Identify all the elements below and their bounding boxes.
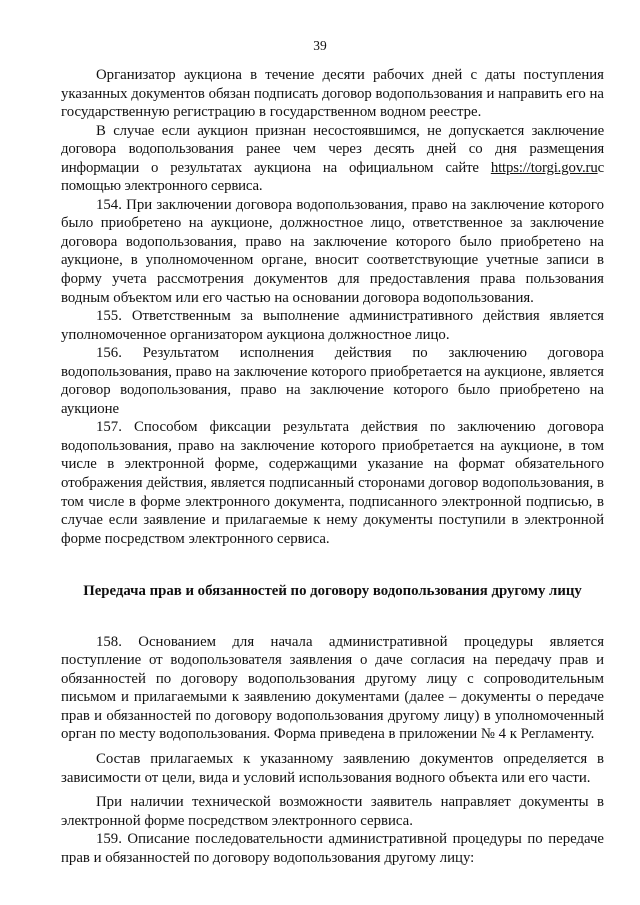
- section-heading: Передача прав и обязанностей по договору водопользования другому лицу: [83, 583, 582, 600]
- page-number: 39: [313, 38, 327, 53]
- paragraph-auction-failed-text: В случае если аукцион признан несостоявшимся, не допускается заключение договора водопользования ранее чем через десять дней со дня размещения информации о результатах аукциона на официальном сайте: [61, 122, 604, 176]
- paragraph-158: 158. Основанием для начала административной процедуры является поступление от водопользователя заявления о даче согласия на передачу прав и обязанностей по договору водопользования другому лицу с сопроводительным письмом и прилагаемыми к заявлению документами (далее – документы о передаче прав и обязанностей по договору водопользования другому лицу) в уполномоченный орган по месту водопользования. Форма приведена в приложении № 4 к Регламенту.: [61, 633, 604, 743]
- paragraph-documents-composition: Состав прилагаемых к указанному заявлению документов определяется в зависимости от цели, вида и условий использования водного объекта или его части.: [61, 751, 604, 786]
- paragraph-159: 159. Описание последовательности административной процедуры по передаче прав и обязанностей по договору водопользования другому лицу:: [61, 831, 604, 866]
- paragraph-auction-failed-suffix: с помощью электронного сервиса.: [61, 159, 604, 195]
- paragraph-electronic-submission: При наличии технической возможности заявитель направляет документы в электронной форме посредством электронного сервиса.: [61, 794, 604, 829]
- paragraph-auction-failed: [61, 122, 604, 196]
- paragraph-155: 155. Ответственным за выполнение административного действия является уполномоченное организатором аукциона должностное лицо.: [61, 308, 604, 343]
- torgi-site-link[interactable]: https://torgi.gov.ru: [490, 159, 598, 176]
- paragraph-157: 157. Способом фиксации результата действия по заключению договора водопользования, право на заключение которого приобретается на аукционе, в том числе в электронной форме, содержащими указание на формат обязательного отображения действия, является подписанный сторонами договор водопользования, в том числе в форме электронного документа, подписанного электронной подписью, в случае если заявление и прилагаемые к нему документы поступили в электронной форме посредством электронного сервиса.: [61, 419, 604, 547]
- paragraph-156: 156. Результатом исполнения действия по заключению договора водопользования, право на заключение которого приобретается на аукционе, является договор водопользования, право на заключение которого было приобретено на аукционе: [61, 345, 604, 417]
- paragraph-organizer-duty: Организатор аукциона в течение десяти рабочих дней с даты поступления указанных документов обязан подписать договор водопользования и направить его на государственную регистрацию в государственном водном реестре.: [61, 67, 604, 121]
- paragraph-154: 154. При заключении договора водопользования, право на заключение которого было приобретено на аукционе, должностное лицо, ответственное за заключение договора водопользования, право на заключение которого было приобретено на аукционе, в уполномоченном органе, вносит соответствующие учетные записи в форму учета рассмотрения документов для предоставления права пользования водным объектом или его частью на основании договора водопользования.: [61, 196, 604, 306]
- page-body: [61, 66, 604, 867]
